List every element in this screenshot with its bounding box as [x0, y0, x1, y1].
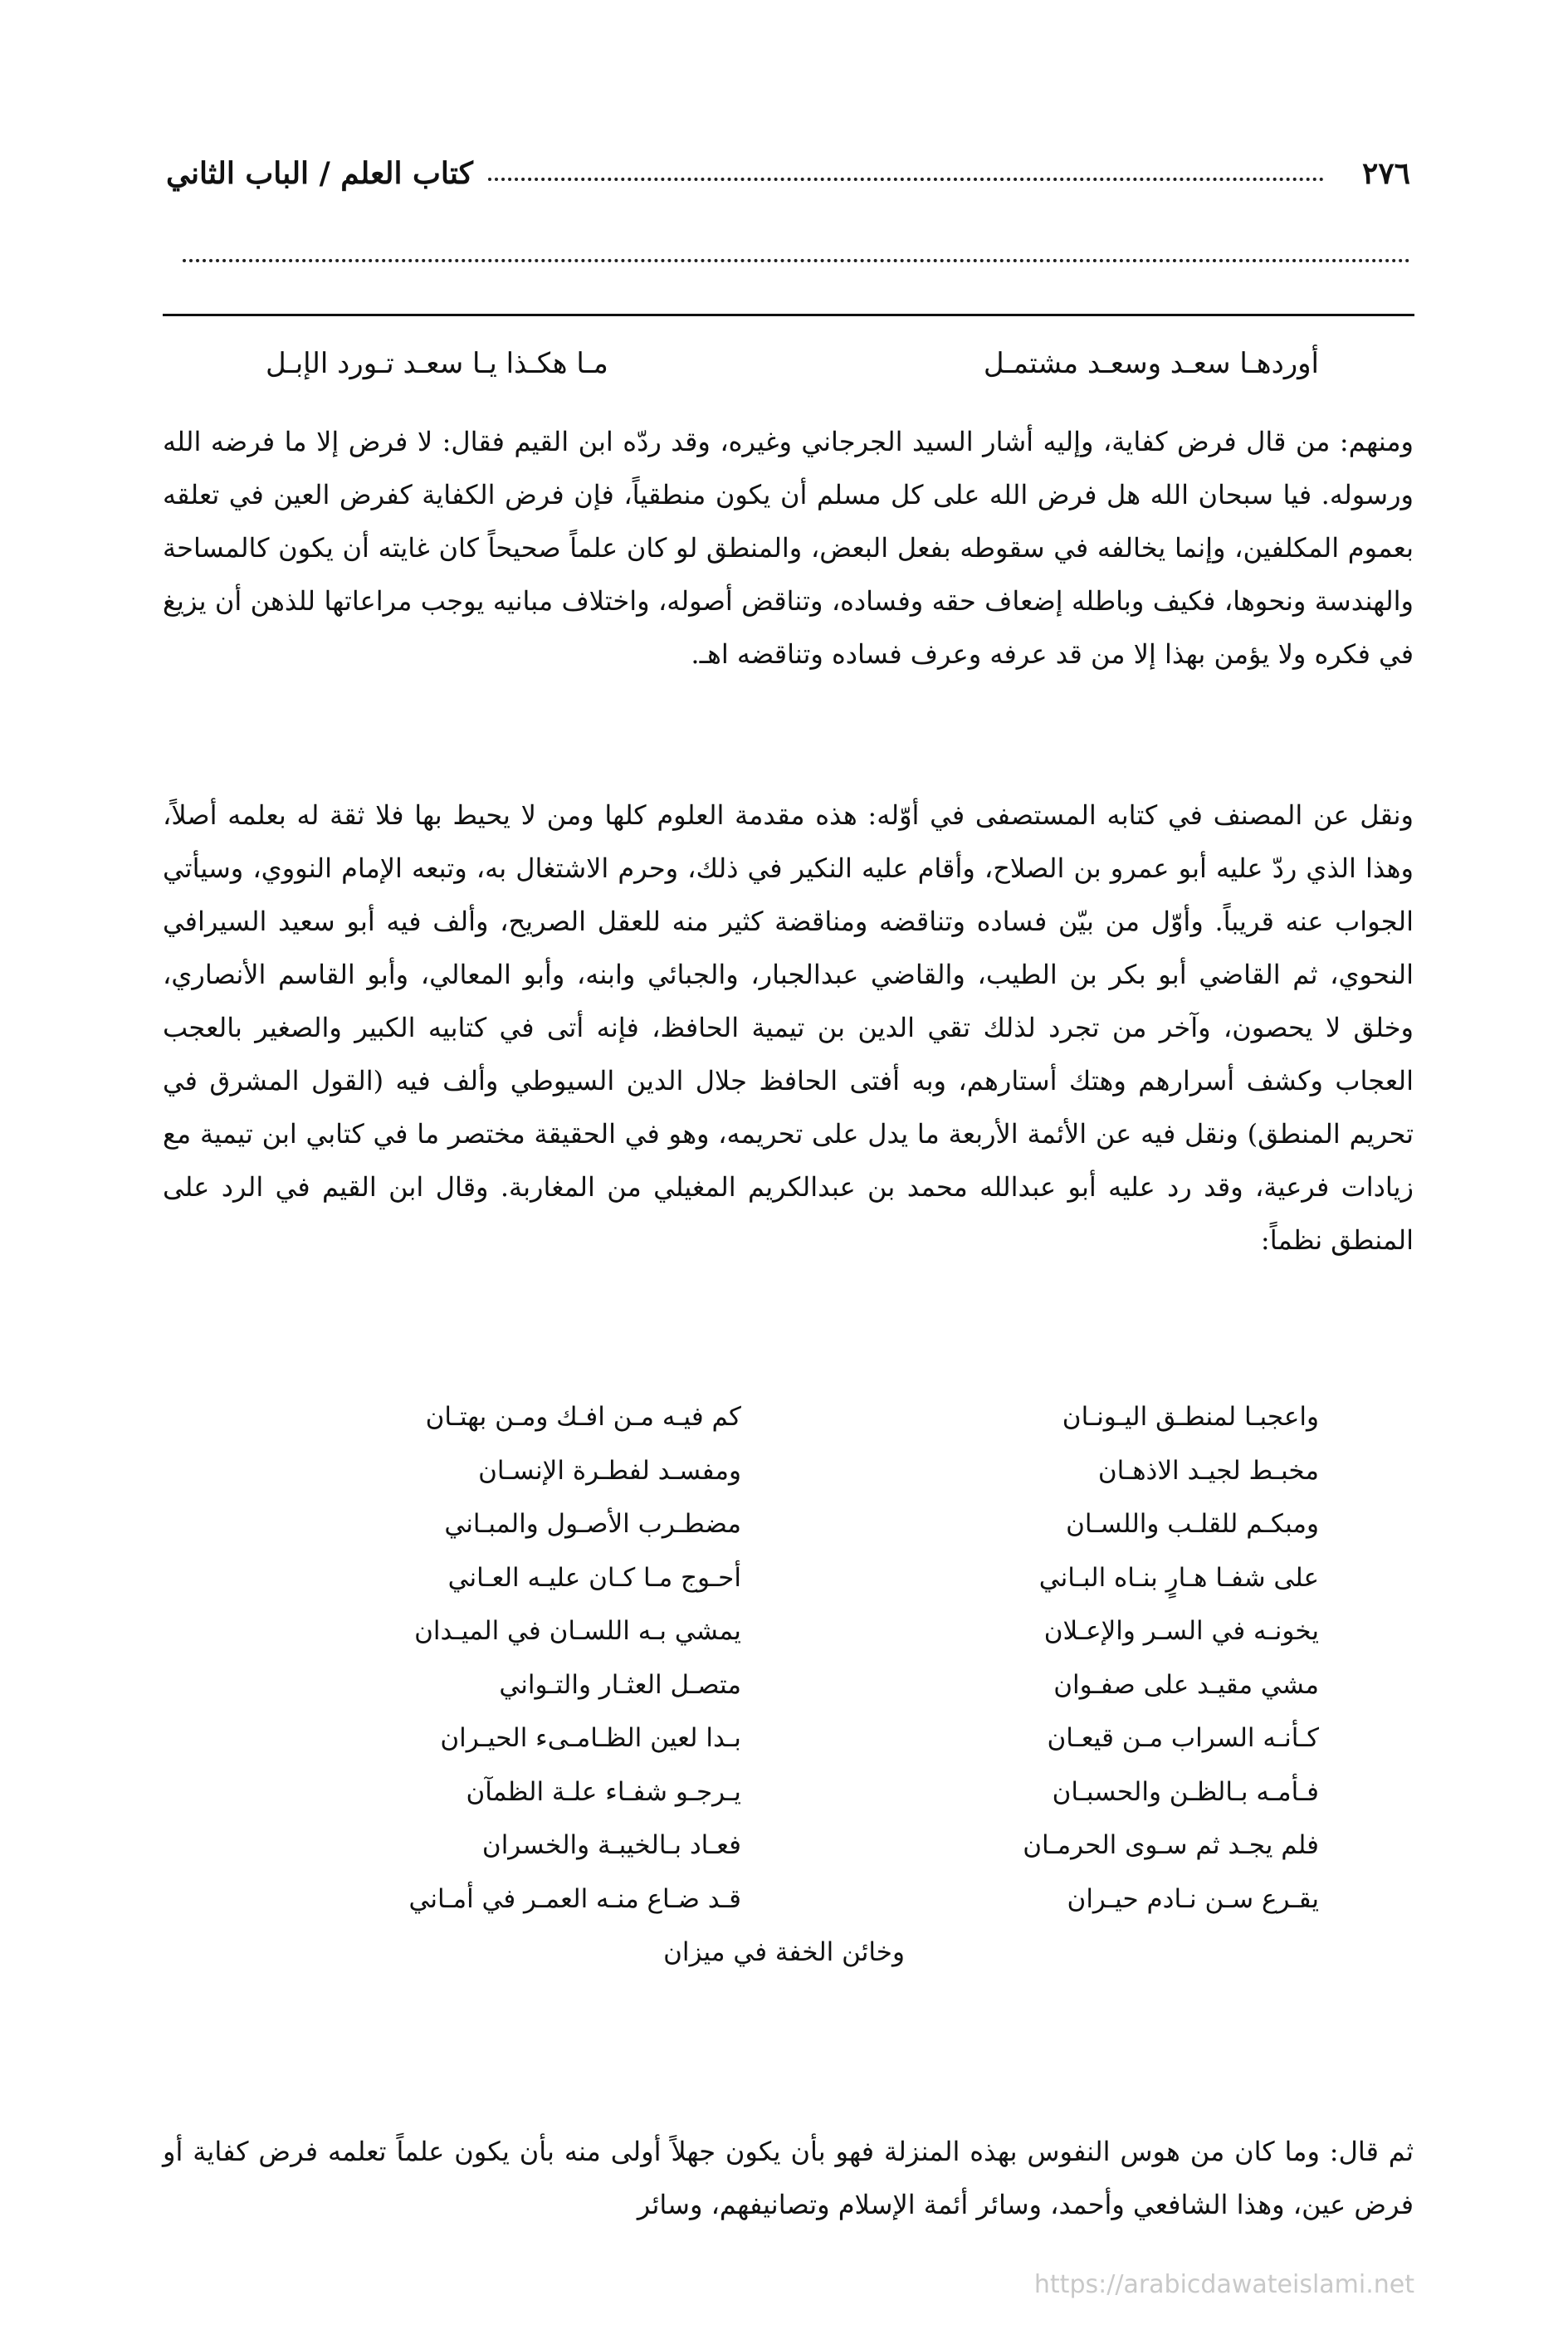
verse-second-hemistich: ومفسـد لفطـرة الإنسـان: [478, 1455, 741, 1486]
poem-verse: [249, 1873, 1319, 1926]
verse-first-hemistich: على شفـا هـارٍ بنـاه البـاني: [1038, 1562, 1319, 1593]
verse-first-hemistich: مشي مقيـد على صفـوان: [1053, 1669, 1319, 1700]
verse-first-hemistich: فـأمـه بـالظـن والحسبـان: [1052, 1776, 1319, 1807]
couplet-second-hemistich: مـا هكـذا يـا سعـد تـورد الإبـل: [266, 347, 608, 380]
dotted-line: [183, 259, 1410, 262]
verse-second-hemistich: أحـوج مـا كـان عليـه العـاني: [447, 1562, 741, 1593]
poem-verse: [249, 1497, 1319, 1551]
verse-second-hemistich: قـد ضـاع منـه العمـر في أمـاني: [408, 1883, 741, 1914]
verse-second-hemistich: يـرجـو شفـاء علـة الظمآن: [466, 1776, 741, 1807]
poem-verse: [249, 1444, 1319, 1498]
verse-second-hemistich: بـدا لعين الظـامـىء الحيـران: [440, 1723, 741, 1753]
poem: [249, 1390, 1319, 1926]
poem-final-line: وخائن الخفة في ميزان: [663, 1937, 905, 1967]
poem-verse: [249, 1551, 1319, 1605]
verse-first-hemistich: واعجبـا لمنطـق اليـونـان: [1062, 1402, 1319, 1432]
verse-first-hemistich: ومبكـم للقلـب واللسـان: [1066, 1509, 1319, 1539]
verse-first-hemistich: يخونـه في السـر والإعـلان: [1043, 1616, 1319, 1646]
verse-first-hemistich: فلم يجـد ثم سـوى الحرمـان: [1023, 1830, 1319, 1860]
running-title: كتاب العلم / الباب الثاني: [166, 156, 473, 191]
poem-verse: [249, 1819, 1319, 1873]
verse-second-hemistich: متصـل العثـار والتـواني: [499, 1669, 741, 1700]
verse-second-hemistich: مضطـرب الأصـول والمبـاني: [444, 1509, 741, 1539]
verse-first-hemistich: كـأنـه السراب مـن قيعـان: [1047, 1723, 1319, 1753]
poem-verse: [249, 1390, 1319, 1444]
poem-verse: [249, 1658, 1319, 1712]
paragraph: ومنهم: من قال فرض كفاية، وإليه أشار السيد الجرجاني وغيره، وقد ردّه ابن القيم فقال: لا فرض إلا ما فرضه الله ورسوله. فيا سبحان الله هل فرض الله على كل مسلم أن يكون منطقياً، فإن فرض الكفاية كفرض العين في تعلقه بعموم المكلفين، وإنما يخالفه في سقوطه بفعل البعض، والمنطق لو كان علماً صحيحاً كان غايته أن يكون كالمساحة والهندسة ونحوها، فكيف وباطله إضعاف حقه وفساده، وتناقض أصوله، واختلاف مبانيه يوجب مراعاتها للذهن أن يزيغ في فكره ولا يؤمن بهذا إلا من قد عرفه وعرف فساده وتناقضه اهـ.: [163, 426, 1414, 670]
verse-second-hemistich: يمشي بـه اللسـان في الميـدان: [414, 1616, 741, 1646]
poem-verse: [249, 1765, 1319, 1819]
page-number: ٢٧٦: [1361, 156, 1410, 191]
header-leader-dots: [488, 178, 1324, 181]
verse-second-hemistich: فعـاد بـالخيبـة والخسران: [481, 1830, 741, 1860]
verse-first-hemistich: يقـرع سـن نـادم حيـران: [1067, 1883, 1319, 1914]
opening-couplet: [266, 347, 1319, 393]
watermark-url: https://arabicdawateislami.net: [1033, 2270, 1414, 2299]
couplet-first-hemistich: أوردهـا سعـد وسعـد مشتمـل: [983, 347, 1319, 380]
verse-second-hemistich: كم فيـه مـن افـك ومـن بهتـان: [425, 1402, 741, 1432]
poem-verse: [249, 1712, 1319, 1765]
poem-verse: [249, 1604, 1319, 1658]
paragraph: ونقل عن المصنف في كتابه المستصفى في أوّله: هذه مقدمة العلوم كلها ومن لا يحيط بها فلا ثقة له بعلمه أصلاً، وهذا الذي ردّ عليه أبو عمرو بن الصلاح، وأقام عليه النكير في ذلك، وحرم الاشتغال به، وتبعه الإمام النووي، وسيأتي الجواب عنه قريباً. وأوّل من بيّن فساده وتناقضه ومناقضة كثير منه للعقل الصريح، وألف فيه أبو سعيد السيرافي النحوي، ثم القاضي أبو بكر بن الطيب، والقاضي عبدالجبار، والجبائي وابنه، وأبو المعالي، وأبو القاسم الأنصاري، وخلق لا يحصون، وآخر من تجرد لذلك تقي الدين بن تيمية الحافظ، فإنه أتى في كتابيه الكبير والصغير بالعجب العجاب وكشف أسرارهم وهتك أستارهم، وبه أفتى الحافظ جلال الدين السيوطي وألف فيه (القول المشرق في تحريم المنطق) ونقل فيه عن الأئمة الأربعة ما يدل على تحريمه، وهو في الحقيقة مختصر ما في كتابي ابن تيمية مع زيادات فرعية، وقد رد عليه أبو عبدالله محمد بن عبدالكريم المغيلي من المغاربة. وقال ابن القيم في الرد على المنطق نظماً:: [163, 799, 1414, 1256]
header-rule: [163, 314, 1414, 316]
running-header: [166, 141, 1410, 191]
verse-first-hemistich: مخبـط لجيـد الاذهـان: [1097, 1455, 1319, 1486]
closing-paragraph: ثم قال: وما كان من هوس النفوس بهذه المنزلة فهو بأن يكون جهلاً أولى منه بأن يكون علماً تعلمه فرض كفاية أو فرض عين، وهذا الشافعي وأحمد، وسائر أئمة الإسلام وتصانيفهم، وسائر: [163, 2136, 1414, 2220]
